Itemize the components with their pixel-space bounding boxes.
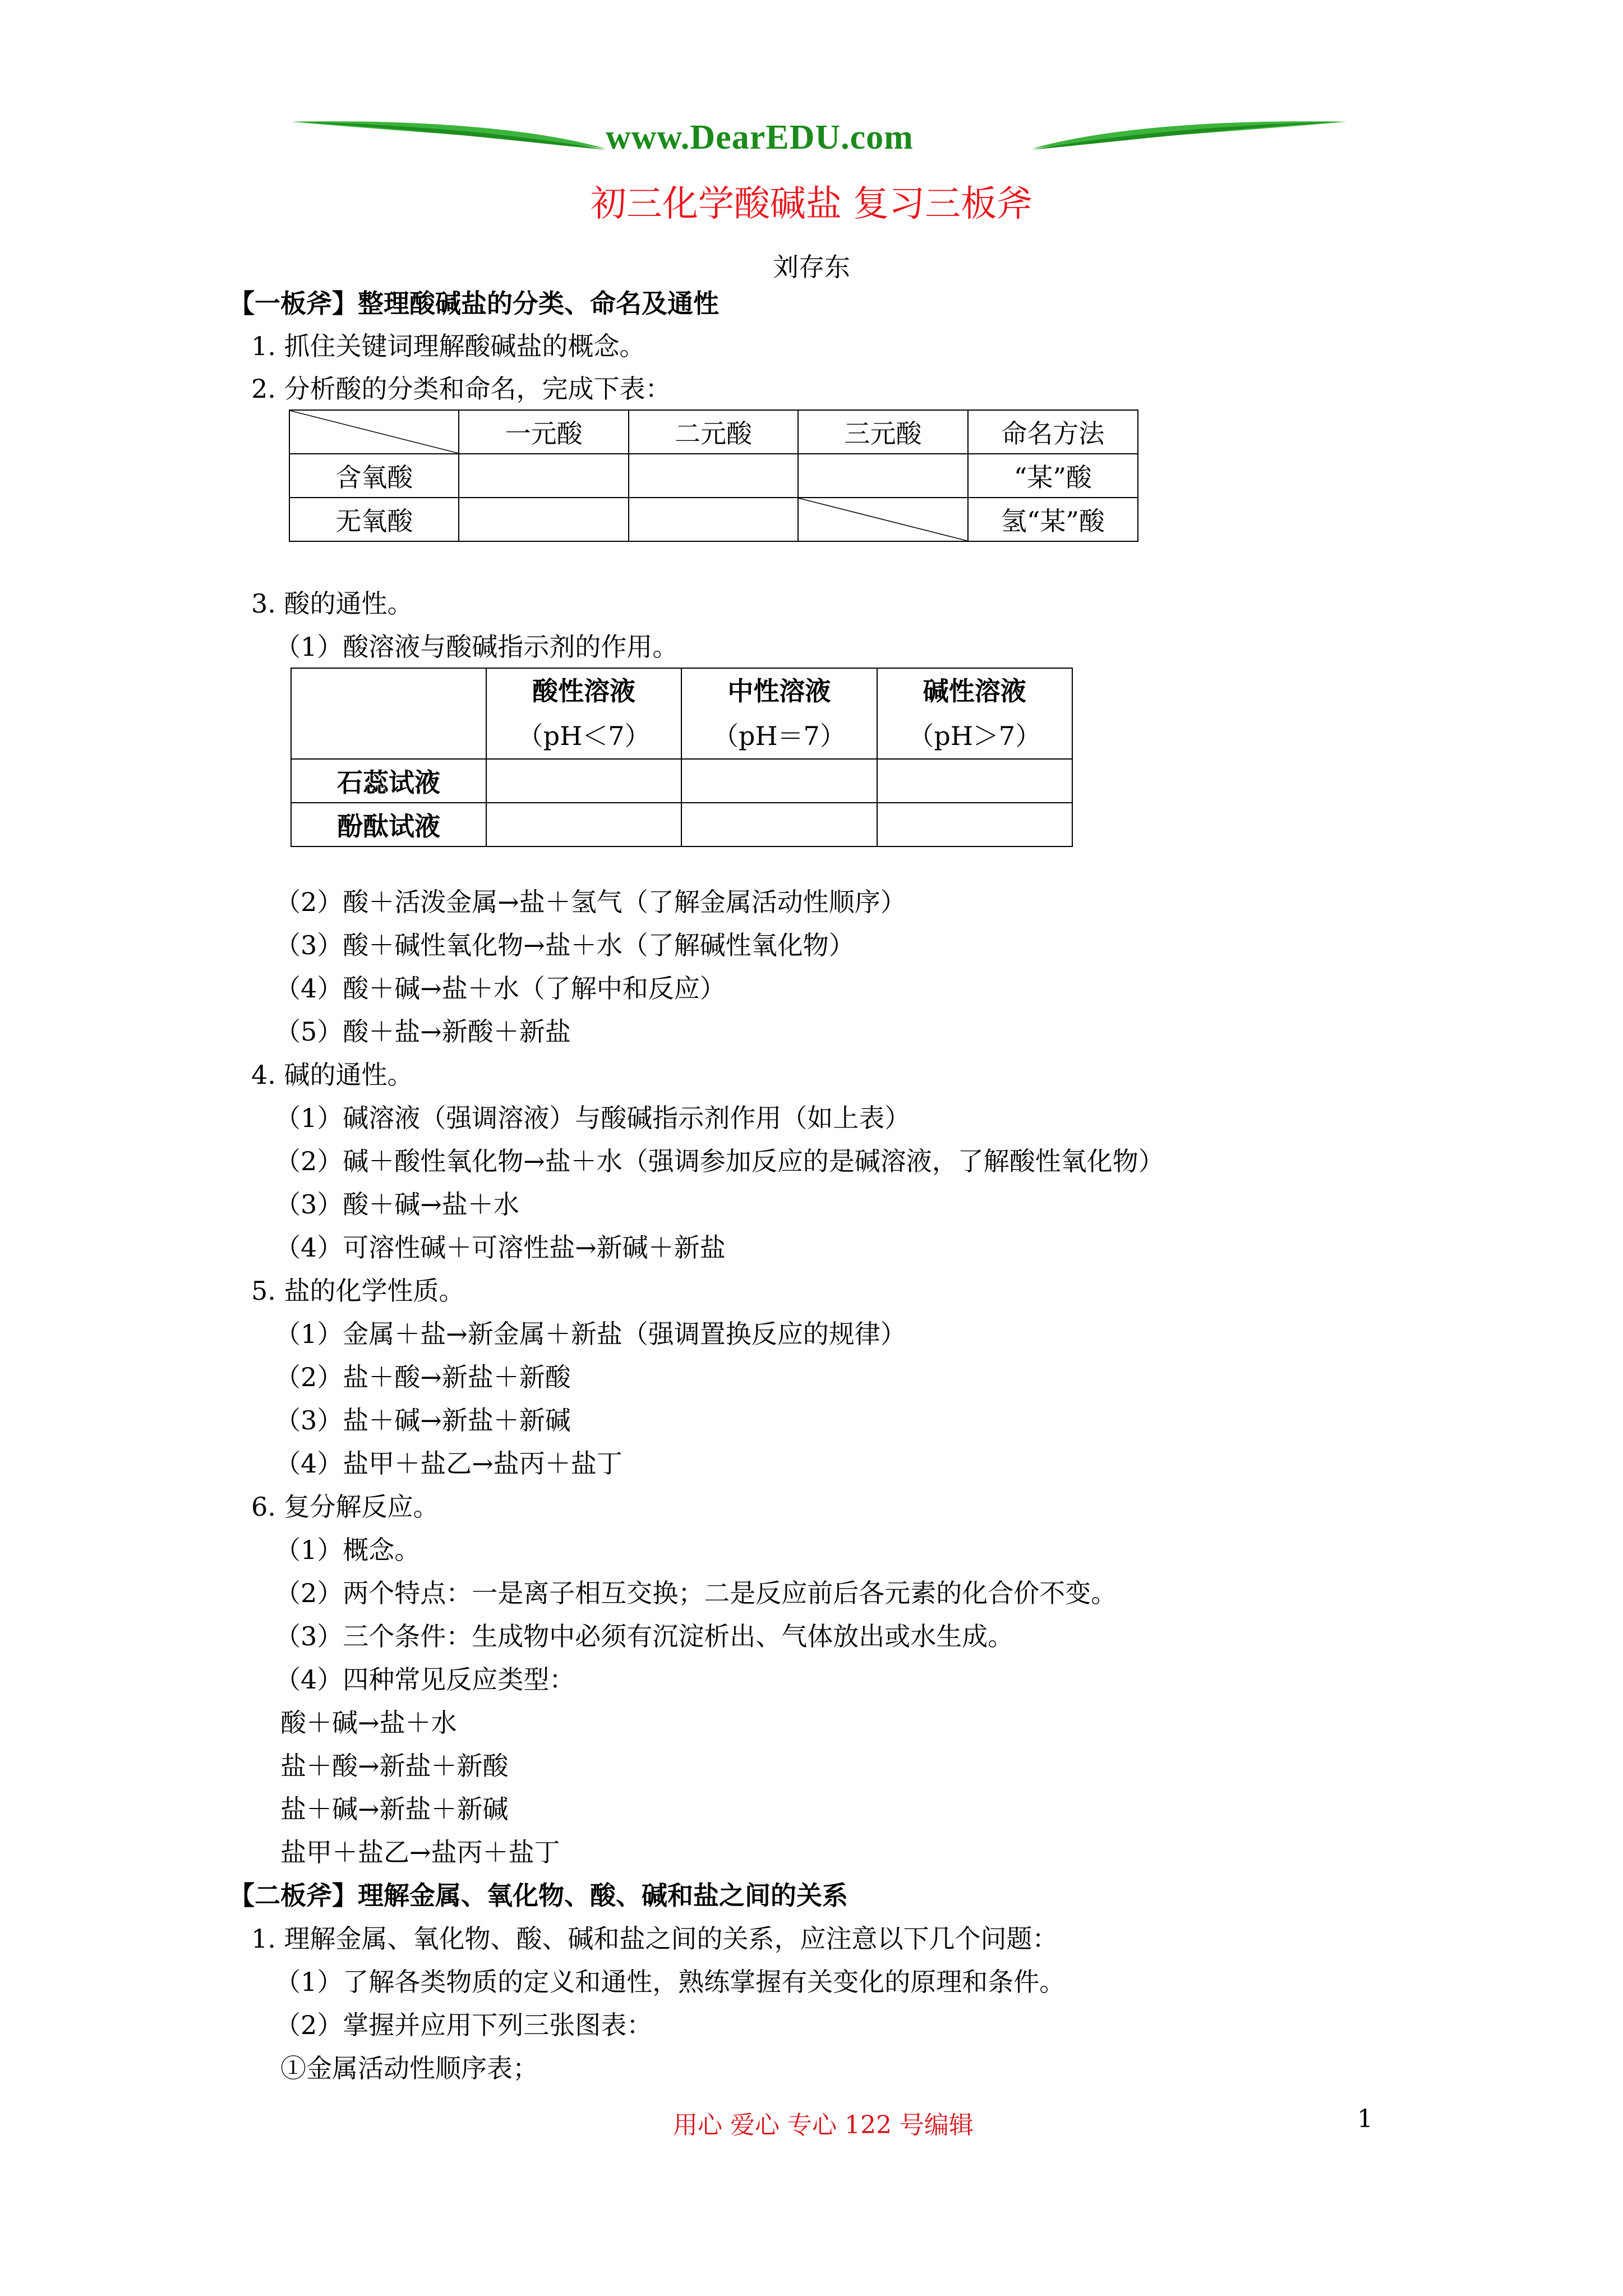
- table1-cell: [798, 454, 967, 498]
- table-row: [289, 498, 1138, 541]
- list-item: （4）四种常见反应类型：: [275, 1664, 575, 1695]
- table2-header-name: 酸性溶液: [532, 676, 636, 706]
- table1-cell-na: [798, 498, 967, 541]
- list-item: （2）两个特点：一是离子相互交换；二是反应前后各元素的化合价不变。: [275, 1578, 1117, 1608]
- table2-row-label: 石蕊试液: [291, 759, 486, 803]
- table1-corner-cell: [289, 410, 459, 454]
- table2-cell: [681, 803, 877, 846]
- table2-header-ph: （pH＜7）: [517, 721, 651, 751]
- list-item: （4）可溶性碱＋可溶性盐→新碱＋新盐: [275, 1232, 726, 1263]
- table2-cell: [681, 759, 877, 803]
- table2-header-name: 碱性溶液: [923, 676, 1026, 706]
- list-item: （2）盐＋酸→新盐＋新酸: [275, 1362, 571, 1392]
- s1-point-6: 6. 复分解反应。: [251, 1492, 439, 1522]
- s1-point-2: 2. 分析酸的分类和命名，完成下表：: [251, 374, 671, 404]
- s1-point-3: 3. 酸的通性。: [251, 588, 413, 619]
- page-number: 1: [1357, 2105, 1373, 2133]
- list-item: （2）酸＋活泼金属→盐＋氢气（了解金属活动性顺序）: [275, 887, 906, 917]
- document-title: 初三化学酸碱盐 复习三板斧: [590, 183, 1033, 225]
- table2-row-label: 酚酞试液: [291, 803, 486, 846]
- site-logo-text[interactable]: www.DearEDU.com: [606, 118, 914, 157]
- list-item: （2）掌握并应用下列三张图表：: [275, 2010, 653, 2040]
- list-item: （3）酸＋碱性氧化物→盐＋水（了解碱性氧化物）: [275, 930, 855, 960]
- s1-point-4: 4. 碱的通性。: [251, 1060, 413, 1090]
- table2-header: [681, 668, 877, 759]
- table-row: [291, 803, 1072, 846]
- table1-header: 一元酸: [459, 410, 628, 454]
- table-row: [289, 454, 1138, 498]
- table2-cell: [877, 759, 1072, 803]
- table1-header: 命名方法: [968, 410, 1138, 454]
- table2-header: [877, 668, 1072, 759]
- table1-naming: 氢“某”酸: [968, 498, 1138, 541]
- table1-row-label: 含氧酸: [289, 454, 459, 498]
- table1-cell: [629, 454, 798, 498]
- table2-header-ph: （pH＞7）: [908, 721, 1041, 751]
- table1-cell: [459, 454, 628, 498]
- reaction-type: 盐＋酸→新盐＋新酸: [280, 1751, 509, 1781]
- table1-header: 三元酸: [798, 410, 967, 454]
- list-item: （2）碱＋酸性氧化物→盐＋水（强调参加反应的是碱溶液，了解酸性氧化物）: [275, 1146, 1164, 1176]
- list-item: （3）三个条件：生成物中必须有沉淀析出、气体放出或水生成。: [275, 1621, 1014, 1651]
- footer-text: 用心 爱心 专心 122 号编辑: [673, 2111, 974, 2139]
- list-item: （4）酸＋碱→盐＋水（了解中和反应）: [275, 973, 726, 1004]
- table1-row-label: 无氧酸: [289, 498, 459, 541]
- list-item: （3）酸＋碱→盐＋水: [275, 1189, 519, 1220]
- reaction-type: 酸＋碱→盐＋水: [280, 1708, 457, 1738]
- author: 刘存东: [773, 252, 850, 282]
- table2-header: [486, 668, 681, 759]
- table2-header-ph: （pH＝7）: [713, 721, 846, 751]
- section-2-heading: 【二板斧】理解金属、氧化物、酸、碱和盐之间的关系: [229, 1880, 848, 1911]
- s1-point-3-1: （1）酸溶液与酸碱指示剂的作用。: [275, 632, 679, 662]
- table2-corner-cell: [291, 668, 486, 759]
- list-item: （4）盐甲＋盐乙→盐丙＋盐丁: [275, 1448, 623, 1479]
- table1-header: 二元酸: [629, 410, 798, 454]
- s2-point-1: 1. 理解金属、氧化物、酸、碱和盐之间的关系，应注意以下几个问题：: [251, 1924, 1058, 1954]
- table1-cell: [629, 498, 798, 541]
- list-item: （1）概念。: [275, 1535, 421, 1565]
- table2-cell: [486, 759, 681, 803]
- list-item: （1）金属＋盐→新金属＋新盐（强调置换反应的规律）: [275, 1319, 906, 1349]
- table-row: [291, 759, 1072, 803]
- list-item: （1）了解各类物质的定义和通性，熟练掌握有关变化的原理和条件。: [275, 1967, 1066, 1997]
- section-1-heading: 【一板斧】整理酸碱盐的分类、命名及通性: [229, 288, 719, 319]
- list-item: （1）碱溶液（强调溶液）与酸碱指示剂作用（如上表）: [275, 1103, 911, 1133]
- acid-classification-table: [289, 409, 1138, 542]
- list-item: （3）盐＋碱→新盐＋新碱: [275, 1405, 571, 1435]
- indicator-table: [291, 668, 1073, 847]
- list-item: ①金属活动性顺序表；: [280, 2053, 538, 2083]
- table2-cell: [877, 803, 1072, 846]
- table1-naming: “某”酸: [968, 454, 1138, 498]
- table1-cell: [459, 498, 628, 541]
- table2-header-name: 中性溶液: [727, 676, 831, 706]
- s1-point-1: 1. 抓住关键词理解酸碱盐的概念。: [251, 331, 645, 361]
- reaction-type: 盐＋碱→新盐＋新碱: [280, 1794, 509, 1824]
- list-item: （5）酸＋盐→新酸＋新盐: [275, 1016, 571, 1047]
- s1-point-5: 5. 盐的化学性质。: [251, 1276, 465, 1306]
- table2-cell: [486, 803, 681, 846]
- reaction-type: 盐甲＋盐乙→盐丙＋盐丁: [280, 1837, 560, 1867]
